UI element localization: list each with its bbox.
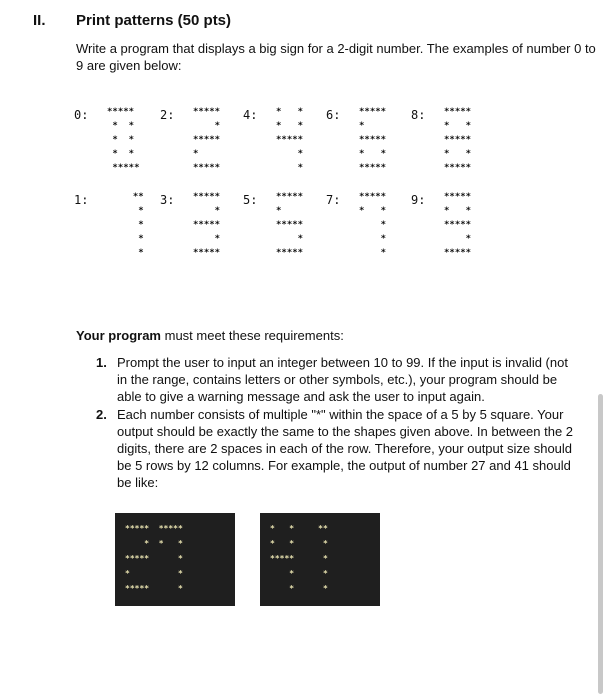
pattern-label: 7: (326, 193, 341, 207)
output-row: * * * (125, 539, 183, 548)
pattern-label: 5: (243, 193, 258, 207)
output-row: ***** * (125, 554, 183, 563)
pattern-row: ***** (276, 135, 304, 145)
pattern-row: ***** (444, 163, 472, 173)
output-example-41 (260, 513, 380, 606)
pattern-row: ***** (359, 135, 387, 145)
pattern-row: * (444, 234, 472, 244)
pattern-row: * (193, 234, 221, 244)
output-row: * * * (270, 539, 328, 548)
output-row: * * ** (270, 524, 328, 533)
pattern-row: * (122, 220, 144, 230)
pattern-row: * (359, 121, 387, 131)
section-title: Print patterns (50 pts) (76, 12, 232, 29)
list-item-text: Prompt the user to input an integer between 10 to 99. If the input is invalid (not in the range, contains letters or other symbols, etc.), your program should be able to give a warning message and ask the user to input again. (117, 355, 568, 404)
list-item-number: 2. (96, 407, 107, 422)
pattern-label: 4: (243, 108, 258, 122)
pattern-label: 6: (326, 108, 341, 122)
list-item (96, 354, 578, 405)
pattern-label: 2: (160, 108, 175, 122)
pattern-row: * * (359, 149, 387, 159)
pattern-row: ***** (107, 107, 135, 117)
list-item (96, 406, 578, 491)
pattern-row: * (276, 206, 304, 216)
output-row: ***** ***** (125, 524, 183, 533)
pattern-row: ***** (444, 248, 472, 258)
output-row: ***** * (270, 554, 328, 563)
pattern-row: * * (444, 121, 472, 131)
pattern-row: * * (276, 121, 304, 131)
pattern-label: 1: (74, 193, 89, 207)
pattern-row: ***** (359, 163, 387, 173)
pattern-row: ***** (276, 220, 304, 230)
pattern-label: 0: (74, 108, 89, 122)
requirements-heading-rest: must meet these requirements: (161, 328, 344, 343)
pattern-row: * * (107, 121, 135, 131)
pattern-row: ***** (276, 248, 304, 258)
pattern-row: ***** (444, 192, 472, 202)
output-row: * * (270, 584, 328, 593)
output-row: ***** * (125, 584, 183, 593)
scrollbar[interactable] (598, 394, 603, 694)
pattern-row: ***** (276, 192, 304, 202)
pattern-row: * (193, 206, 221, 216)
pattern-label: 9: (411, 193, 426, 207)
pattern-row: * (359, 248, 387, 258)
pattern-row: * (276, 234, 304, 244)
pattern-row: * (122, 248, 144, 258)
output-example-27 (115, 513, 235, 606)
section-number: II. (33, 12, 46, 29)
pattern-row: ***** (193, 135, 221, 145)
pattern-row: ***** (444, 135, 472, 145)
pattern-row: ***** (193, 248, 221, 258)
pattern-row: * (193, 121, 221, 131)
list-item-number: 1. (96, 355, 107, 370)
output-row: * * (125, 569, 183, 578)
pattern-label: 8: (411, 108, 426, 122)
pattern-row: ***** (107, 163, 140, 173)
pattern-row: ***** (193, 192, 221, 202)
pattern-row: * (122, 234, 144, 244)
pattern-row: ***** (444, 107, 472, 117)
requirements-heading-bold: Your program (76, 328, 161, 343)
output-row: * * (270, 569, 328, 578)
pattern-row: * (122, 206, 144, 216)
pattern-row: ***** (359, 192, 387, 202)
pattern-row: ***** (359, 107, 387, 117)
pattern-row: * * (107, 135, 135, 145)
pattern-row: ***** (193, 107, 221, 117)
requirements-list (96, 354, 578, 491)
pattern-row: * (193, 149, 221, 159)
pattern-row: * * (107, 149, 135, 159)
pattern-row: * * (276, 107, 304, 117)
pattern-row: * (276, 163, 304, 173)
pattern-row: ***** (193, 163, 221, 173)
pattern-row: * * (444, 149, 472, 159)
pattern-row: ** (122, 192, 144, 202)
pattern-label: 3: (160, 193, 175, 207)
pattern-row: ***** (193, 220, 221, 230)
intro-text: Write a program that displays a big sign for a 2-digit number. The examples of number 0 to 9 are given below: (76, 41, 596, 73)
pattern-row: * * (359, 206, 387, 216)
pattern-row: * (359, 234, 387, 244)
requirements-heading (76, 328, 344, 343)
pattern-row: ***** (444, 220, 472, 230)
pattern-row: * * (444, 206, 472, 216)
pattern-row: * (276, 149, 304, 159)
list-item-text: Each number consists of multiple "*" within the space of a 5 by 5 square. Your output should be exactly the same to the shapes given above. In between the 2 digits, there are 2 spaces in each of the row. Therefore, your output size should be 5 rows by 12 columns. For example, the output of number 27 and 41 should be like: (117, 407, 574, 490)
pattern-row: * (359, 220, 387, 230)
